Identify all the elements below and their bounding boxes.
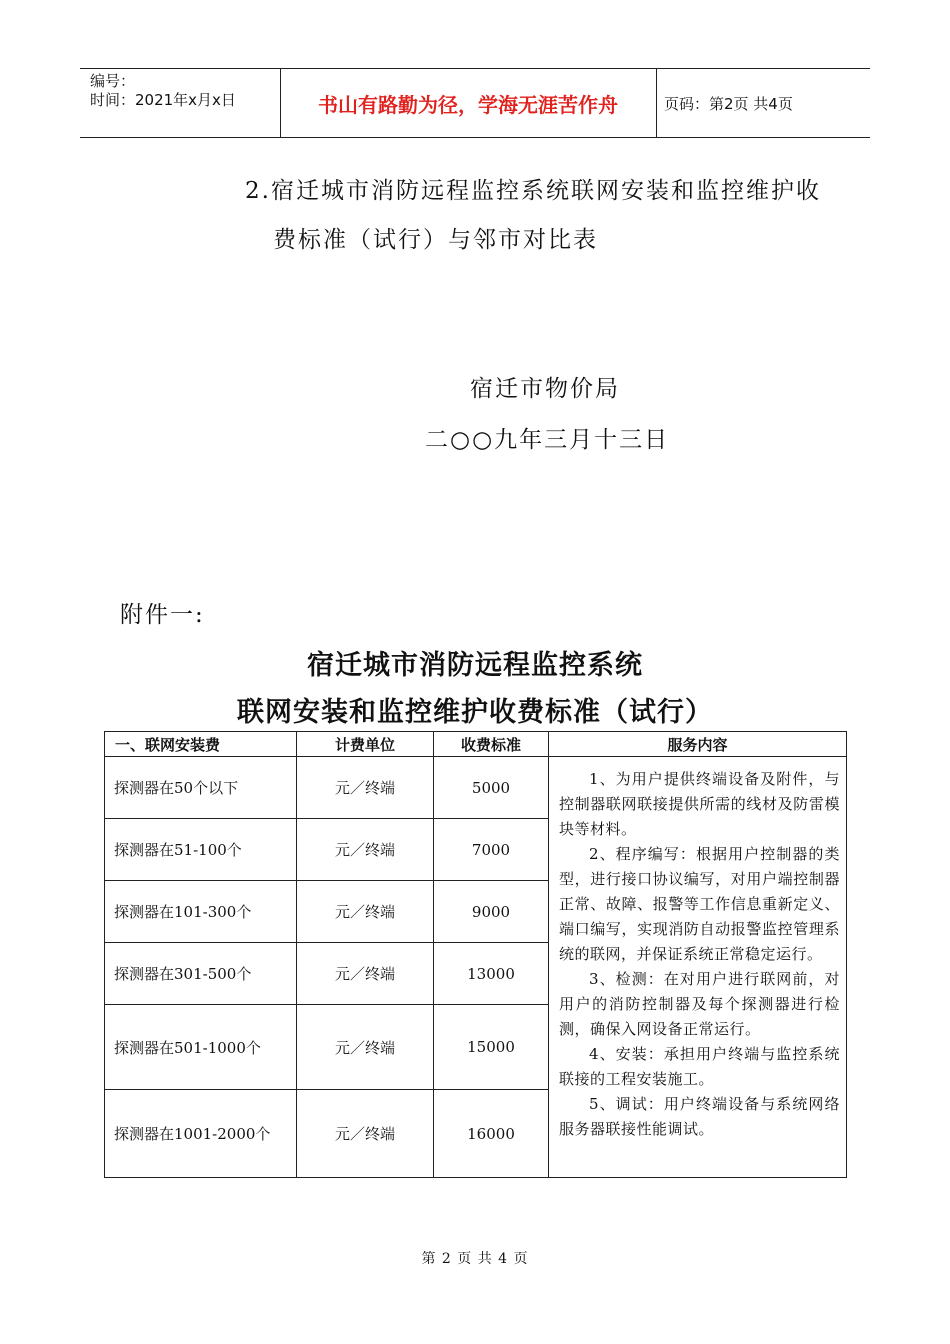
service-item: 5、调试：用户终端设备与系统网络服务器联接性能调试。 — [559, 1095, 840, 1138]
header-page-label: 页码：第2页 共4页 — [664, 94, 793, 113]
header-price: 收费标准 — [434, 732, 549, 757]
row-price: 16000 — [434, 1090, 549, 1178]
doc-title-line2: 联网安装和监控维护收费标准（试行） — [237, 697, 713, 728]
page-header — [80, 68, 870, 138]
row-item: 探测器在101-300个 — [105, 881, 297, 943]
row-unit: 元／终端 — [297, 757, 434, 819]
row-price: 7000 — [434, 819, 549, 881]
attachment-label: 附件一: — [120, 602, 205, 628]
table-header-row — [105, 732, 847, 757]
row-unit: 元／终端 — [297, 1090, 434, 1178]
row-unit: 元／终端 — [297, 1005, 434, 1090]
doc-title-line1: 宿迁城市消防远程监控系统 — [307, 650, 643, 681]
service-item: 2、程序编写：根据用户控制器的类型，进行接口协议编写，对用户端控制器正常、故障、报警等工作信息重新定义、端口编写，实现消防自动报警监控管理系统的联网，并保证系统正常稳定运行。 — [559, 845, 840, 963]
row-unit: 元／终端 — [297, 881, 434, 943]
service-item: 1、为用户提供终端设备及附件，与控制器联网联接提供所需的线材及防雷模块等材料。 — [559, 770, 840, 838]
row-unit: 元／终端 — [297, 819, 434, 881]
item2-line2: 费标准（试行）与邻市对比表 — [273, 227, 598, 253]
row-item: 探测器在501-1000个 — [105, 1005, 297, 1090]
row-unit: 元／终端 — [297, 943, 434, 1005]
service-content-cell — [549, 757, 847, 1178]
issue-date: 二○○九年三月十三日 — [425, 427, 670, 453]
issuer-name: 宿迁市物价局 — [470, 376, 620, 402]
row-item: 探测器在301-500个 — [105, 943, 297, 1005]
document-time-label: 时间：2021年x月x日 — [90, 91, 236, 109]
service-item: 3、检测：在对用户进行联网前，对用户的消防控制器及每个探测器进行检测，确保入网设备正常运行。 — [559, 970, 840, 1038]
header-unit: 计费单位 — [297, 732, 434, 757]
row-item: 探测器在50个以下 — [105, 757, 297, 819]
header-services: 服务内容 — [549, 732, 847, 757]
row-item: 探测器在51-100个 — [105, 819, 297, 881]
service-item: 4、安装：承担用户终端与监控系统联接的工程安装施工。 — [559, 1045, 840, 1088]
document-number-label: 编号： — [90, 72, 136, 90]
table-row — [105, 757, 847, 819]
header-item: 一、联网安装费 — [105, 732, 297, 757]
item2-line1: 2.宿迁城市消防远程监控系统联网安装和监控维护收 — [245, 178, 821, 204]
fee-table — [104, 731, 847, 1178]
row-price: 9000 — [434, 881, 549, 943]
header-motto: 书山有路勤为径，学海无涯苦作舟 — [280, 69, 657, 137]
page-footer: 第 2 页 共 4 页 — [421, 1251, 529, 1267]
row-price: 15000 — [434, 1005, 549, 1090]
header-info-cell — [80, 69, 281, 137]
row-price: 13000 — [434, 943, 549, 1005]
row-price: 5000 — [434, 757, 549, 819]
row-item: 探测器在1001-2000个 — [105, 1090, 297, 1178]
